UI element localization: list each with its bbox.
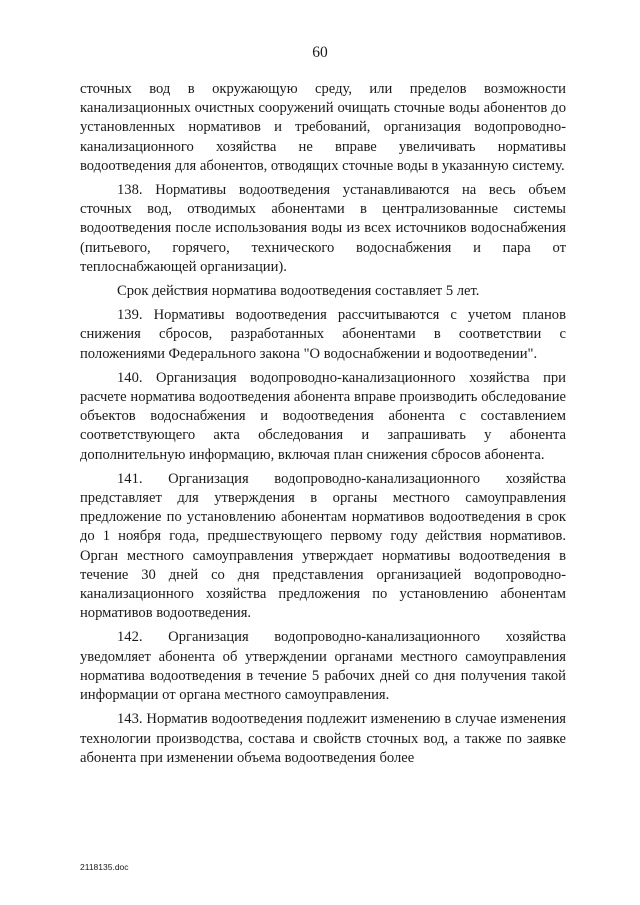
page-number: 60 [312, 44, 328, 61]
paragraph-143: 143. Норматив водоотведения подлежит изменению в случае изменения технологии производства, состава и свойств сточных вод, а также по заявке абонента при изменении объема водоотведения более [80, 711, 566, 766]
paragraph-142: 142. Организация водопроводно-канализационного хозяйства уведомляет абонента об утверждении органами местного самоуправления норматива водоотведения в течение 5 рабочих дней со дня получения такой информации от органа местного самоуправления. [80, 629, 566, 704]
paragraph-139: 139. Нормативы водоотведения рассчитываются с учетом планов снижения сбросов, разработанных абонентами в соответствии с положениями Федерального закона "О водоснабжении и водоотведении". [80, 307, 566, 362]
body-text [80, 80, 566, 773]
paragraph-140: 140. Организация водопроводно-канализационного хозяйства при расчете норматива водоотведения абонента вправе производить обследование объектов водоснабжения и водоотведения абонента с составлением соответствующего акта обследования и запрашивать у абонента дополнительную информацию, включая план снижения сбросов абонента. [80, 369, 566, 463]
paragraph-continuation: сточных вод в окружающую среду, или пределов возможности канализационных очистных сооружений очищать сточные воды абонентов до установленных нормативов и требований, организация водопроводно-канализационного хозяйства не вправе увеличивать нормативы водоотведения для абонентов, отводящих сточные воды в указанную систему. [80, 81, 566, 174]
footer-filename: 2118135.doc [80, 862, 129, 872]
paragraph-141: 141. Организация водопроводно-канализационного хозяйства представляет для утверждения в органы местного самоуправления предложение по установлению абонентам нормативов водоотведения в срок до 1 ноября года, предшествующего первому году действия нормативов. Орган местного самоуправления утверждает нормативы водоотведения в течение 30 дней со дня представления организацией водопроводно-канализационного хозяйства предложения по установлению абонентам нормативов водоотведения. [80, 470, 566, 622]
paragraph-term: Срок действия норматива водоотведения составляет 5 лет. [117, 283, 480, 300]
paragraph-138: 138. Нормативы водоотведения устанавливаются на весь объем сточных вод, отводимых абонентами в централизованные системы водоотведения после использования воды из всех источников водоснабжения (питьевого, горячего, технического водоснабжения и пара от теплоснабжающей организации). [80, 182, 566, 275]
